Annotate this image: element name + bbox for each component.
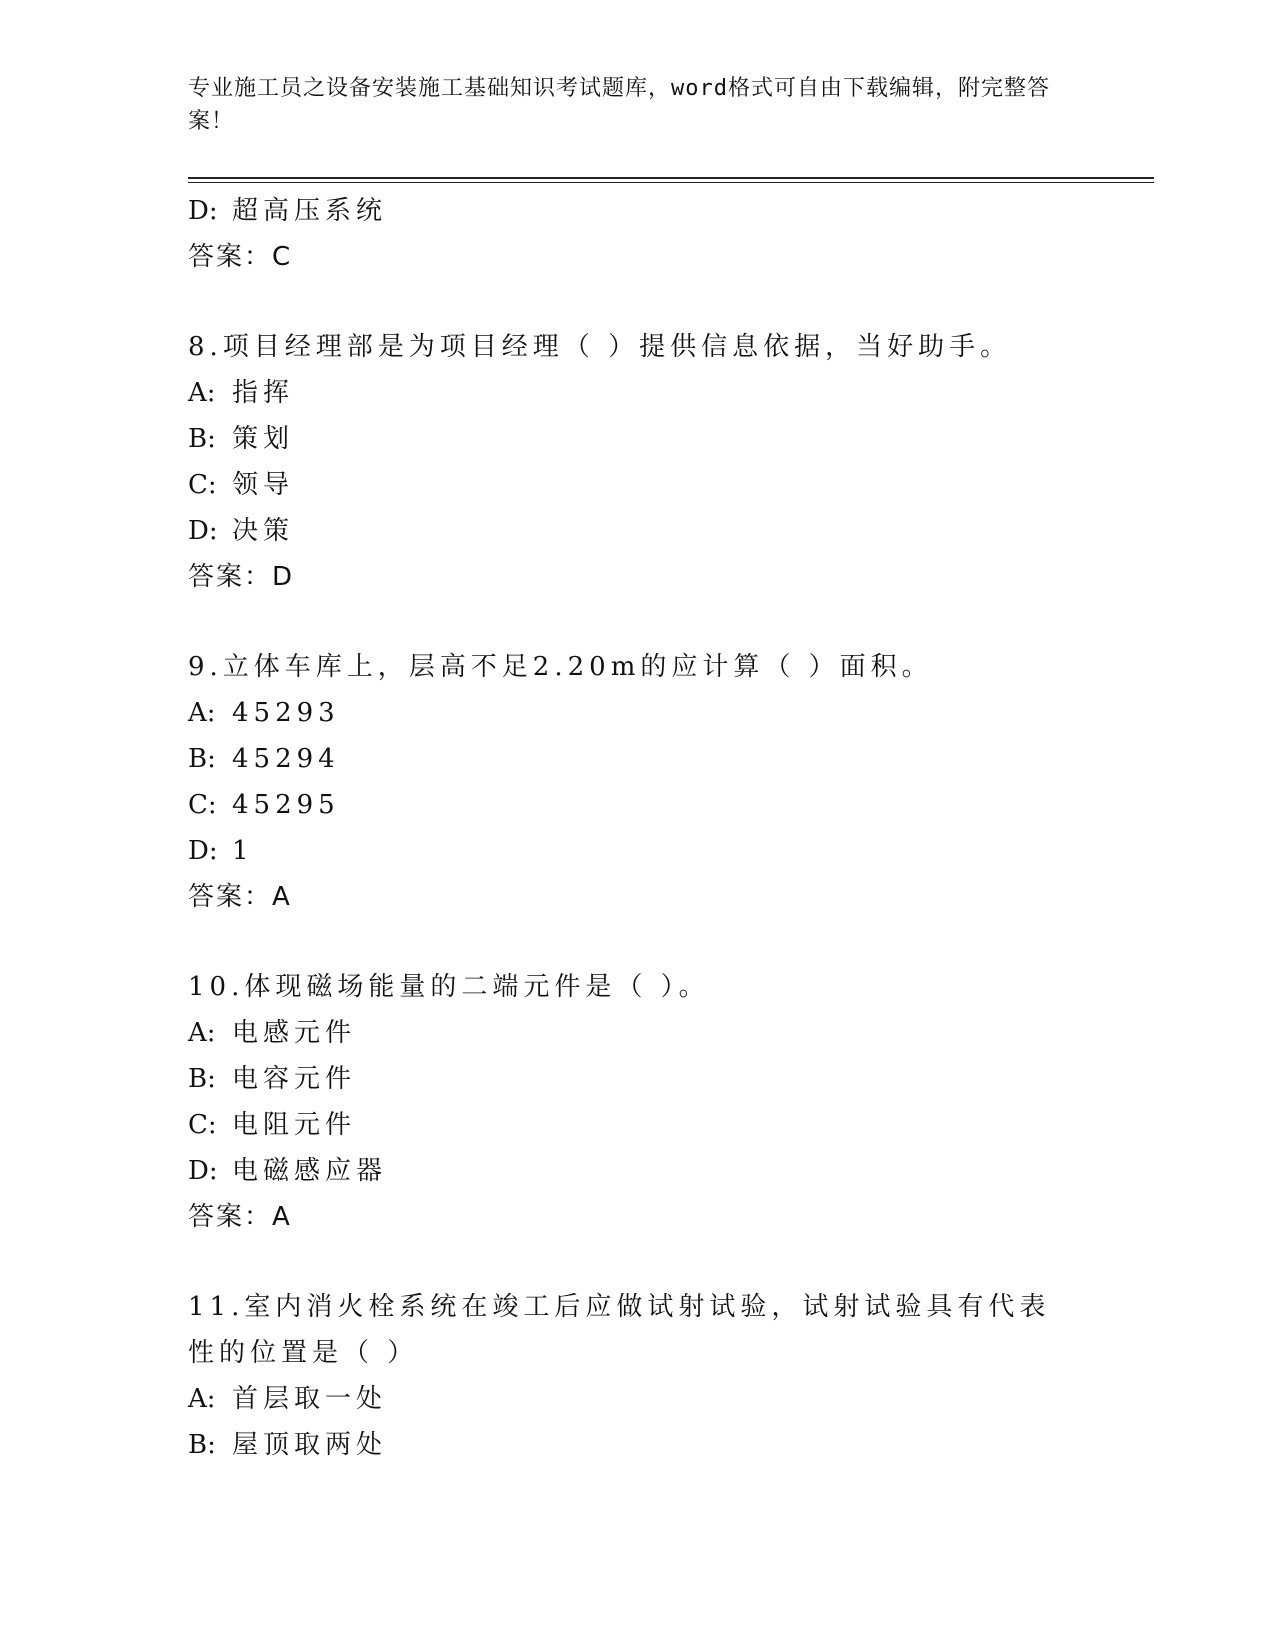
option-text: 指挥 [232, 378, 295, 408]
question-block [188, 324, 1088, 600]
option-letter: B: [188, 424, 216, 454]
option-text: 屋顶取两处 [232, 1430, 388, 1460]
answer-line: 答案：A [188, 1202, 292, 1232]
spacer [188, 600, 1088, 644]
option-b [188, 416, 1088, 462]
option-b [188, 1422, 1088, 1468]
option-a [188, 370, 1088, 416]
option-a [188, 1010, 1088, 1056]
option-letter: D: [188, 1156, 218, 1186]
option-d [188, 1148, 1088, 1194]
option-c [188, 462, 1088, 508]
option-text: 45294 [232, 744, 340, 774]
option-text: 电磁感应器 [232, 1156, 388, 1186]
document-header: 专业施工员之设备安装施工基础知识考试题库，word格式可自由下载编辑，附完整答案！ [188, 76, 1050, 134]
option-letter: D: [188, 836, 218, 866]
option-c [188, 782, 1088, 828]
option-a [188, 690, 1088, 736]
option-d [188, 188, 1088, 234]
answer-line: 答案：A [188, 882, 292, 912]
question-block [188, 1284, 1088, 1468]
option-text: 1 [232, 836, 254, 866]
option-letter: A: [188, 378, 216, 408]
spacer [188, 1240, 1088, 1284]
question-text: 9.立体车库上，层高不足2.20m的应计算（ ）面积。 [188, 652, 933, 682]
option-letter: D: [188, 196, 218, 226]
option-letter: A: [188, 1018, 216, 1048]
option-c [188, 1102, 1088, 1148]
answer-line: 答案：C [188, 242, 293, 272]
option-letter: B: [188, 1064, 216, 1094]
header-rule-thin [188, 182, 1154, 183]
option-text: 首层取一处 [232, 1384, 388, 1414]
spacer [188, 280, 1088, 324]
question-block [188, 644, 1088, 920]
question-text: 10.体现磁场能量的二端元件是（ ）。 [188, 972, 710, 1002]
spacer [188, 920, 1088, 964]
option-text: 45293 [232, 698, 340, 728]
option-letter: C: [188, 1110, 217, 1140]
question-block [188, 964, 1088, 1240]
option-text: 电阻元件 [232, 1110, 357, 1140]
option-d [188, 828, 1088, 874]
question-block [188, 188, 1088, 280]
option-letter: A: [188, 698, 216, 728]
option-text: 45295 [232, 790, 340, 820]
option-letter: B: [188, 744, 216, 774]
question-text: 11.室内消火栓系统在竣工后应做试射试验，试射试验具有代表性的位置是（ ） [188, 1292, 1051, 1368]
option-letter: A: [188, 1384, 216, 1414]
question-text: 8.项目经理部是为项目经理（ ）提供信息依据，当好助手。 [188, 332, 1012, 362]
option-text: 策划 [232, 424, 295, 454]
header-rule-thick [188, 177, 1154, 179]
option-d [188, 508, 1088, 554]
option-letter: C: [188, 790, 217, 820]
option-text: 超高压系统 [232, 196, 388, 226]
question-content [188, 188, 1088, 1468]
option-letter: D: [188, 516, 218, 546]
option-a [188, 1376, 1088, 1422]
option-b [188, 1056, 1088, 1102]
option-letter: C: [188, 470, 217, 500]
option-letter: B: [188, 1430, 216, 1460]
option-text: 电感元件 [232, 1018, 357, 1048]
option-text: 决策 [232, 516, 295, 546]
option-b [188, 736, 1088, 782]
option-text: 电容元件 [232, 1064, 357, 1094]
answer-line: 答案：D [188, 562, 295, 592]
option-text: 领导 [232, 470, 295, 500]
